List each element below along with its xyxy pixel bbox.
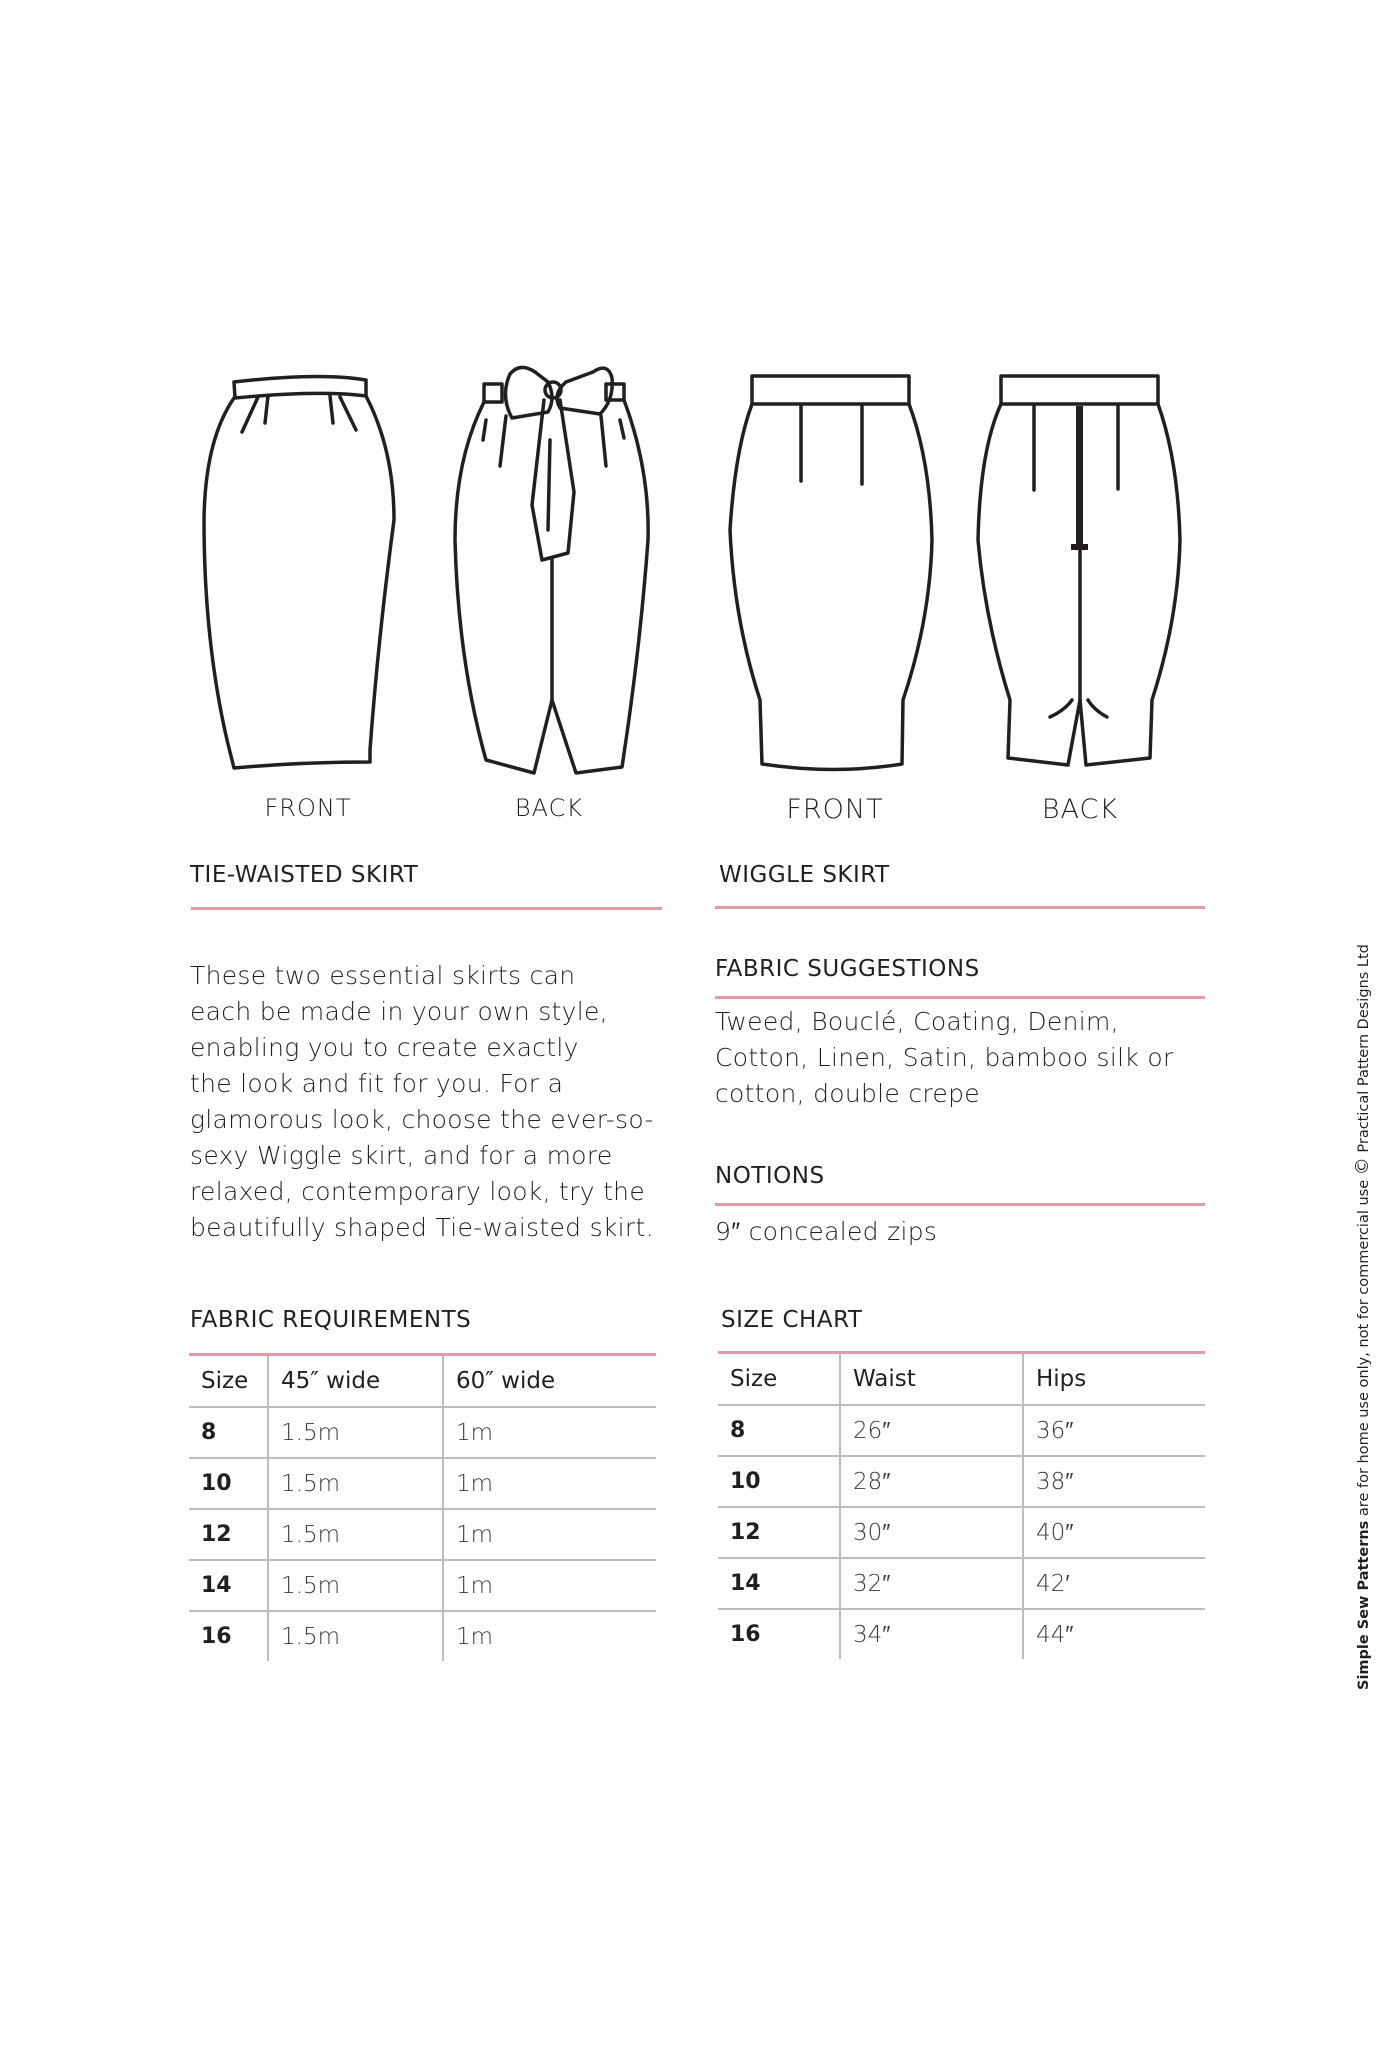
column-header: 45″ wide	[268, 1355, 443, 1408]
usage-text: are for home use only, not for commercial use	[1356, 1175, 1372, 1521]
copyright-note	[1352, 944, 1373, 1690]
fabric-45-cell: 1.5m	[268, 1509, 443, 1560]
waist-cell: 32″	[840, 1558, 1023, 1609]
description-line: These two essential skirts can	[190, 961, 576, 990]
notions-line: 9″ concealed zips	[715, 1217, 938, 1246]
wiggle-front-label: FRONT	[786, 794, 884, 825]
hips-cell: 40″	[1023, 1507, 1205, 1558]
fabric-45-cell: 1.5m	[268, 1560, 443, 1611]
table-row	[718, 1456, 1205, 1507]
table-row	[718, 1558, 1205, 1609]
tie-waisted-skirt-title: TIE-WAISTED SKIRT	[190, 862, 419, 888]
size-cell: 10	[189, 1458, 268, 1509]
description-line: glamorous look, choose the ever-so-	[190, 1105, 654, 1134]
description-line: sexy Wiggle skirt, and for a more	[190, 1141, 613, 1170]
table-row	[189, 1611, 656, 1661]
waist-cell: 26″	[840, 1405, 1023, 1456]
size-cell: 8	[718, 1405, 840, 1456]
waist-cell: 30″	[840, 1507, 1023, 1558]
table-row	[718, 1609, 1205, 1659]
size-cell: 12	[189, 1509, 268, 1560]
notions-title: NOTIONS	[715, 1163, 825, 1189]
size-cell: 10	[718, 1456, 840, 1507]
description-line: the look and fit for you. For a	[190, 1069, 564, 1098]
table-row	[189, 1560, 656, 1611]
table-row	[189, 1458, 656, 1509]
fabric-60-cell: 1m	[443, 1407, 656, 1458]
table-row	[189, 1509, 656, 1560]
wiggle-back-label: BACK	[1041, 794, 1119, 825]
hips-cell: 42′	[1023, 1558, 1205, 1609]
tie-waisted-rule	[191, 907, 662, 910]
wiggle-skirt-title: WIGGLE SKIRT	[719, 862, 890, 888]
fabric-suggestions-line: Tweed, Bouclé, Coating, Denim,	[715, 1007, 1119, 1036]
size-cell: 14	[718, 1558, 840, 1609]
fabric-suggestions-title: FABRIC SUGGESTIONS	[715, 956, 980, 982]
skirt-illustrations	[0, 0, 1400, 860]
table-row	[718, 1507, 1205, 1558]
skirts-description	[190, 958, 654, 1246]
size-cell: 14	[189, 1560, 268, 1611]
column-header: Waist	[840, 1353, 1023, 1406]
column-header: Size	[189, 1355, 268, 1408]
description-line: each be made in your own style,	[190, 997, 608, 1026]
tie-waisted-front-label: FRONT	[264, 794, 352, 822]
fabric-45-cell: 1.5m	[268, 1407, 443, 1458]
fabric-60-cell: 1m	[443, 1458, 656, 1509]
copyright-icon: ©	[1352, 1157, 1373, 1176]
size-cell: 16	[730, 1622, 761, 1647]
table-header-row	[718, 1353, 1205, 1406]
column-header: Hips	[1023, 1353, 1205, 1406]
description-line: relaxed, contemporary look, try the	[190, 1177, 646, 1206]
tie-waisted-back-drawing	[455, 367, 648, 773]
table-header-row	[189, 1355, 656, 1408]
size-cell: 16	[201, 1624, 232, 1649]
fabric-suggestions-line: cotton, double crepe	[715, 1079, 980, 1108]
wiggle-front-drawing	[730, 376, 932, 770]
fabric-45-cell: 1.5m	[268, 1458, 443, 1509]
fabric-suggestions-text	[715, 1004, 1174, 1112]
fabric-suggestions-line: Cotton, Linen, Satin, bamboo silk or	[715, 1043, 1174, 1072]
hips-cell: 44″	[1023, 1609, 1205, 1659]
wiggle-rule	[715, 906, 1205, 909]
fabric-60-cell: 1m	[443, 1611, 656, 1661]
size-chart-title: SIZE CHART	[721, 1307, 863, 1333]
description-line: enabling you to create exactly	[190, 1033, 579, 1062]
size-cell: 12	[718, 1507, 840, 1558]
tie-waisted-back-label: BACK	[514, 794, 584, 822]
waist-cell: 34″	[840, 1609, 1023, 1659]
zipper-stop	[1071, 544, 1088, 550]
notions-text	[715, 1214, 937, 1250]
hips-cell: 36″	[1023, 1405, 1205, 1456]
brand-name: Simple Sew Patterns	[1356, 1520, 1372, 1690]
size-chart-table	[718, 1351, 1205, 1659]
table-row	[718, 1405, 1205, 1456]
zipper-mark	[1076, 406, 1083, 546]
size-cell: 8	[189, 1407, 268, 1458]
waist-cell: 28″	[840, 1456, 1023, 1507]
description-line: beautifully shaped Tie-waisted skirt.	[190, 1213, 654, 1242]
hips-cell: 38″	[1023, 1456, 1205, 1507]
company-name: Practical Pattern Designs Ltd	[1356, 944, 1372, 1158]
fabric-60-cell: 1m	[443, 1509, 656, 1560]
fabric-60-cell: 1m	[443, 1560, 656, 1611]
column-header: Size	[718, 1353, 840, 1406]
fabric-suggestions-rule	[715, 996, 1205, 999]
notions-rule	[715, 1203, 1205, 1206]
tie-waisted-front-drawing	[204, 376, 394, 768]
fabric-requirements-table	[189, 1353, 656, 1661]
fabric-requirements-title: FABRIC REQUIREMENTS	[190, 1307, 472, 1333]
fabric-45-cell: 1.5m	[268, 1611, 443, 1661]
column-header: 60″ wide	[443, 1355, 656, 1408]
table-row	[189, 1407, 656, 1458]
